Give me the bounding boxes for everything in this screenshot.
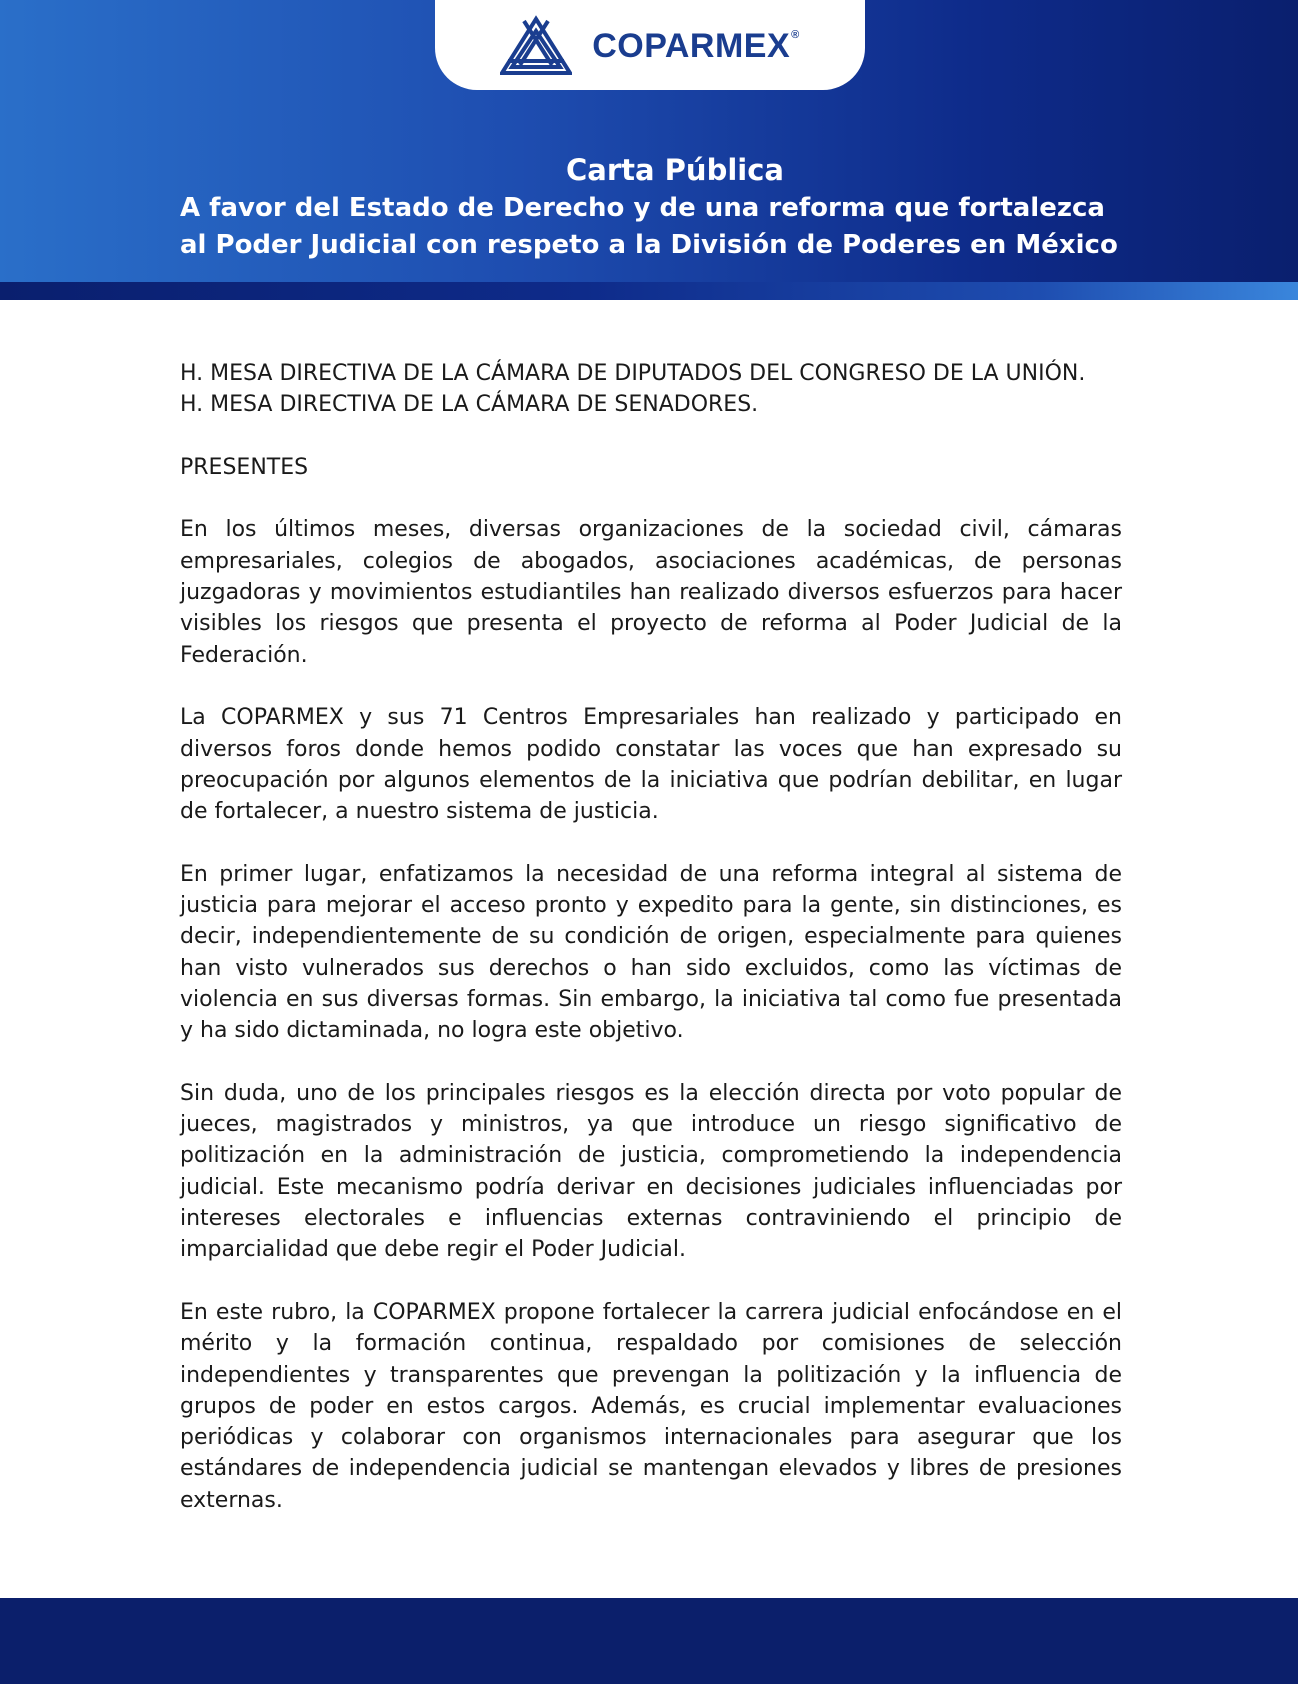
salutation: PRESENTES: [180, 454, 309, 480]
paragraph: La COPARMEX y sus 71 Centros Empresariales han realizado y participado en diversos foros donde hemos podido constatar las voces que han expresado su preocupación por algunos elementos de la iniciativa que podrían debilitar, en lugar de fortalecer, a nuestro sistema de justicia.: [180, 705, 1122, 825]
logo-wordmark: COPARMEX®: [592, 26, 800, 65]
paragraph: En primer lugar, enfatizamos la necesidad de una reforma integral al sistema de justicia para mejorar el acceso pronto y expedito para la gente, sin distinciones, es decir, independientemente de su condición de origen, especialmente para quienes han visto vulnerados sus derechos o han sido excluidos, como las víctimas de violencia en sus diversas formas. Sin embargo, la iniciativa tal como fue presentada y ha sido dictaminada, no logra este objetivo.: [180, 861, 1122, 1044]
footer-bar: [0, 1598, 1298, 1684]
paragraph: En este rubro, la COPARMEX propone fortalecer la carrera judicial enfocándose en el mérito y la formación continua, respaldado por comisiones de selección independientes y transparentes que prevengan la politización y la influencia de grupos de poder en estos cargos. Además, es crucial implementar evaluaciones periódicas y colaborar con organismos internacionales para asegurar que los estándares de independencia judicial se mantengan elevados y libres de presiones externas.: [180, 1299, 1122, 1513]
header-stripe: [0, 282, 1298, 300]
addressee-line-1: H. MESA DIRECTIVA DE LA CÁMARA DE DIPUTADOS DEL CONGRESO DE LA UNIÓN.: [180, 361, 1086, 386]
title-block: [0, 150, 1298, 264]
subtitle-line-1: A favor del Estado de Derecho y de una reforma que fortalezca: [180, 193, 1105, 223]
page-title: Carta Pública: [566, 153, 784, 187]
letter-body: [180, 358, 1122, 1516]
paragraph: Sin duda, uno de los principales riesgos es la elección directa por voto popular de jueces, magistrados y ministros, ya que introduce un riesgo significativo de politización en la administración de justicia, comprometiendo la independencia judicial. Este mecanismo podría derivar en decisiones judiciales influenciadas por intereses electorales e influencias externas contraviniendo el principio de imparcialidad que debe regir el Poder Judicial.: [180, 1080, 1122, 1263]
addressee-line-2: H. MESA DIRECTIVA DE LA CÁMARA DE SENADORES.: [180, 392, 759, 418]
paragraph: En los últimos meses, diversas organizaciones de la sociedad civil, cámaras empresariales, colegios de abogados, asociaciones académicas, de personas juzgadoras y movimientos estudiantiles han realizado diversos esfuerzos para hacer visibles los riesgos que presenta el proyecto de reforma al Poder Judicial de la Federación.: [180, 517, 1122, 668]
coparmex-logo-icon: [500, 15, 572, 77]
logo-tab: [435, 0, 865, 90]
subtitle-line-2: al Poder Judicial con respeto a la División de Poderes en México: [180, 230, 1118, 260]
header-banner: [0, 0, 1298, 282]
